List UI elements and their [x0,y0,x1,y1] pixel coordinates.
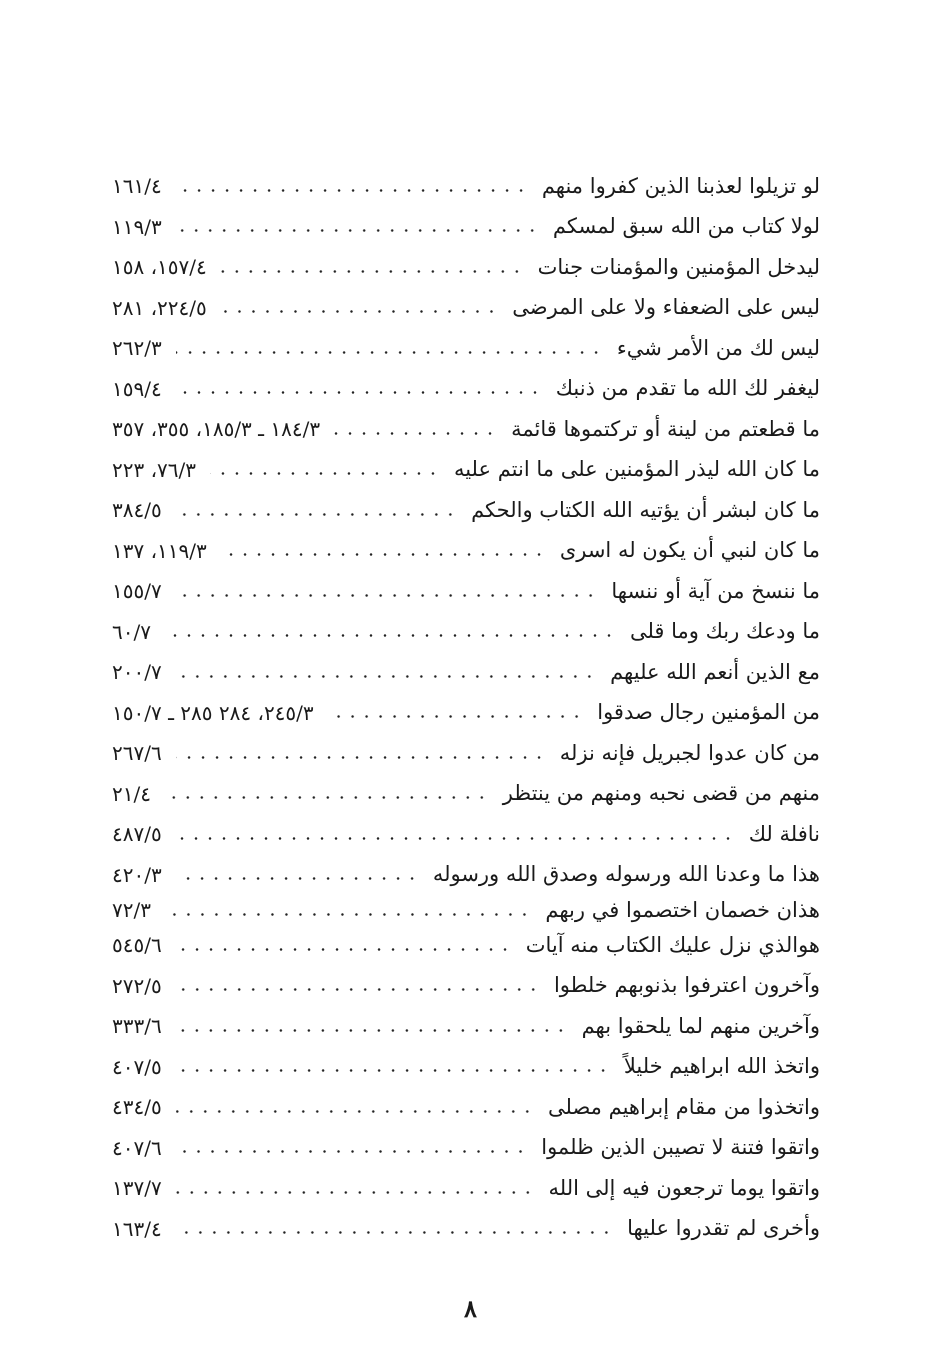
index-entry [112,531,820,572]
index-entry [112,966,820,1007]
index-entry [112,855,820,896]
index-entry [112,1209,820,1250]
verse-text: ما كان الله ليذر المؤمنين على ما انتم عليه [453,457,820,482]
dot-leader [176,229,539,232]
page-reference: ٣٨٤/٥ [112,498,162,523]
page-reference: ١٣٧/٧ [112,1176,162,1201]
page-reference: ٧٢/٣ [112,898,151,922]
verse-text: واتقوا يوما ترجعون فيه إلى الله [548,1175,820,1200]
verse-text: واتخذ الله ابراهيم خليلاً [623,1054,820,1079]
page-reference: ٢٤٥/٣، ٢٨٤ ٢٨٥ ـ ١٥٠/٧ [112,700,314,725]
verse-index-list [112,166,820,1249]
page-reference: ١٥٧/٤، ١٥٨ [112,255,207,280]
index-entry [112,1168,820,1209]
index-entry [112,288,820,329]
page-reference: ١٦٣/٤ [112,1216,162,1241]
page-reference: ٧٦/٣، ٢٢٣ [112,457,197,482]
index-entry [112,166,820,207]
dot-leader [176,391,542,394]
dot-leader [176,1231,613,1234]
page-reference: ٤٢٠/٣ [112,862,162,887]
verse-text: ما ننسخ من آية أو ننسها [611,578,820,603]
index-entry [112,1006,820,1047]
verse-text: ليس لك من الأمر شيء [616,335,820,360]
index-entry [112,490,820,531]
page-reference: ٥٤٥/٦ [112,933,162,958]
verse-text: ليدخل المؤمنين والمؤمنات جنات [537,254,820,279]
page-reference: ١٥٥/٧ [112,579,162,604]
verse-text: لولا كتاب من الله سبق لمسكم [552,214,820,239]
index-entry [112,652,820,693]
page-reference: ١٥٩/٤ [112,376,162,401]
page-reference: ١١٩/٣، ١٣٧ [112,538,207,563]
page-reference: ٢٢٤/٥، ٢٨١ [112,295,207,320]
page-reference: ١١٩/٣ [112,214,162,239]
page-reference: ٤٨٧/٥ [112,822,162,847]
page-reference: ٢٦٧/٦ [112,741,162,766]
index-entry [112,693,820,734]
index-entry [112,1087,820,1128]
dot-leader [328,715,584,718]
index-entry [112,450,820,491]
verse-text: وآخرون اعترفوا بذنوبهم خلطوا [553,973,820,998]
dot-leader [176,675,596,678]
dot-leader [176,513,457,516]
verse-text: واتقوا فتنة لا تصيبن الذين ظلموا [541,1135,820,1160]
dot-leader [176,1069,610,1072]
verse-text: منهم من قضى نحبه ومنهم من ينتظر [502,781,820,806]
dot-leader [176,948,512,951]
index-entry [112,207,820,248]
index-entry [112,328,820,369]
verse-text: هذا ما وعدنا الله ورسوله وصدق الله ورسوله [432,862,820,887]
verse-text: ما قطعتم من لينة أو تركتموها قائمة [511,416,820,441]
page-reference: ٤٠٧/٦ [112,1135,162,1160]
dot-leader [176,877,419,880]
verse-text: نافلة لك [748,821,820,846]
page-reference: ٢١/٤ [112,781,151,806]
page-reference: ٦٠/٧ [112,619,151,644]
page-reference: ٣٣٣/٦ [112,1014,162,1039]
dot-leader [165,796,489,799]
verse-text: لو تزيلوا لعذبنا الذين كفروا منهم [541,173,820,198]
dot-leader [176,189,528,192]
dot-leader [176,1029,568,1032]
page-number: ٨ [464,1294,477,1323]
verse-text: ليس على الضعفاء ولا على المرضى [512,295,820,320]
page-reference: ١٨٤/٣ ـ ١٨٥/٣، ٣٥٥، ٣٥٧ [112,417,321,442]
verse-text: من المؤمنين رجال صدقوا [597,700,820,725]
dot-leader [176,837,735,840]
verse-text: ما كان لنبي أن يكون له اسرى [559,538,820,563]
dot-leader [176,1191,535,1194]
index-entry [112,733,820,774]
page-reference: ٤٠٧/٥ [112,1054,162,1079]
index-entry [112,774,820,815]
verse-text: مع الذين أنعم الله عليهم [610,659,820,684]
index-entry [112,612,820,653]
verse-text: وآخرين منهم لما يلحقوا بهم [581,1013,820,1038]
index-entry [112,814,820,855]
page-reference: ١٦١/٤ [112,174,162,199]
dot-leader [210,472,440,475]
index-entry [112,895,820,925]
dot-leader [176,756,546,759]
verse-text: ما ودعك ربك وما قلى [629,619,820,644]
dot-leader [221,310,498,313]
verse-text: ما كان لبشر أن يؤتيه الله الكتاب والحكم [471,497,820,522]
verse-text: واتخذوا من مقام إبراهيم مصلى [548,1094,820,1119]
index-entry [112,409,820,450]
dot-leader [176,1110,534,1113]
page-reference: ٢٧٢/٥ [112,973,162,998]
verse-text: هوالذي نزل عليك الكتاب منه آيات [525,932,820,957]
dot-leader [176,988,540,991]
dot-leader [165,913,531,916]
dot-leader [165,634,616,637]
index-entry [112,247,820,288]
index-entry [112,571,820,612]
dot-leader [221,553,546,556]
dot-leader [334,432,497,435]
index-entry [112,925,820,966]
index-entry [112,1047,820,1088]
verse-text: هذان خصمان اختصموا في ربهم [545,897,820,922]
page-reference: ٢٠٠/٧ [112,660,162,685]
page-reference: ٢٦٢/٣ [112,336,162,361]
verse-text: ليغفر لك الله ما تقدم من ذنبك [555,376,820,401]
verse-text: من كان عدوا لجبريل فإنه نزله [559,740,820,765]
page-reference: ٤٣٤/٥ [112,1095,162,1120]
dot-leader [176,594,598,597]
index-entry [112,369,820,410]
dot-leader [176,351,603,354]
index-entry [112,1128,820,1169]
dot-leader [221,270,524,273]
dot-leader [176,1150,528,1153]
verse-text: وأخرى لم تقدروا عليها [627,1216,820,1241]
